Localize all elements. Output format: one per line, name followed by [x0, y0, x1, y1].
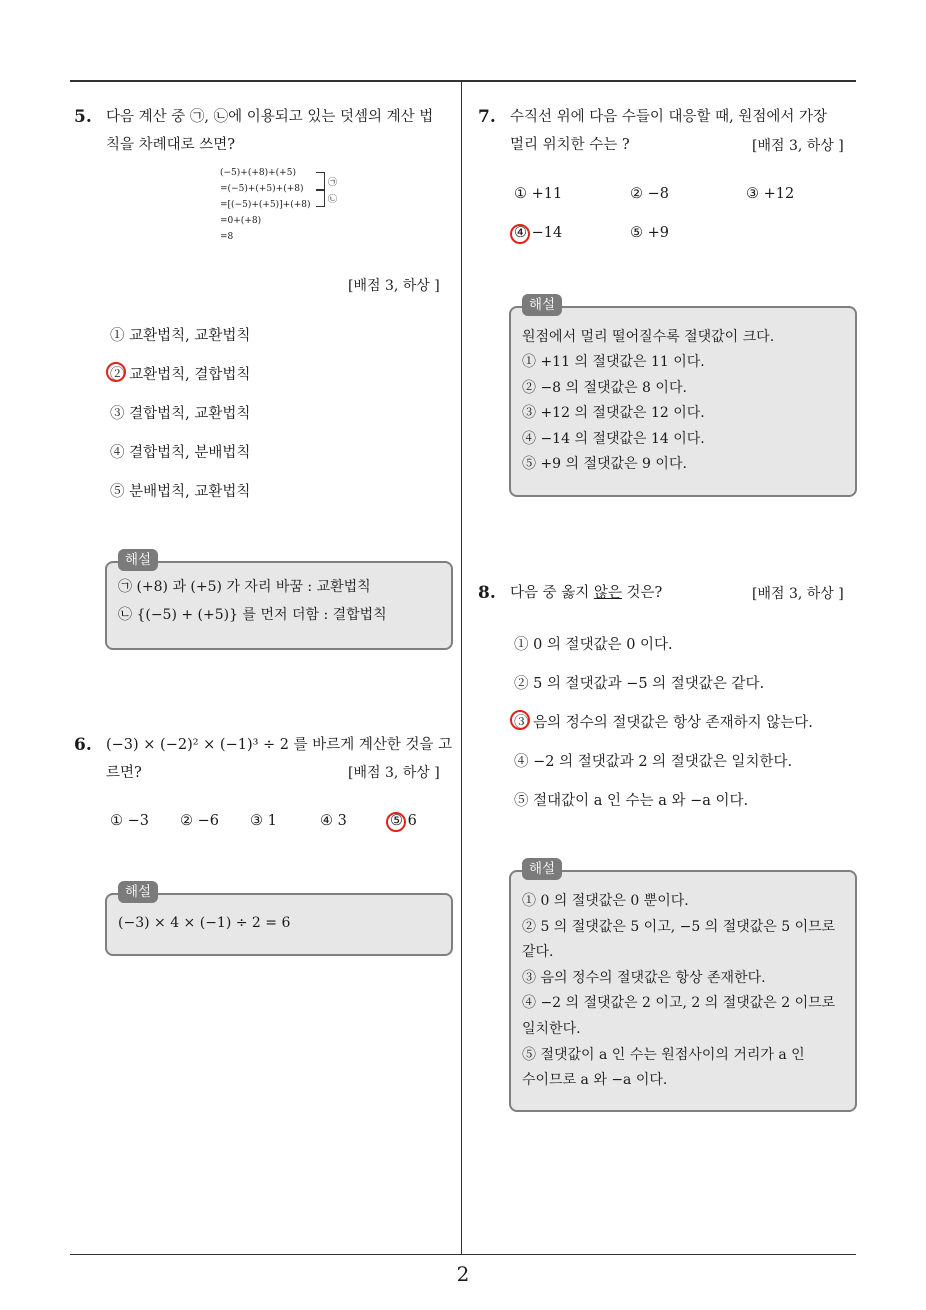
- explanation-line: ⑤ +9 의 절댓값은 9 이다.: [522, 456, 687, 472]
- question-text-line2: 르면?: [106, 765, 142, 781]
- option-1[interactable]: ① 교환법칙, 교환법칙: [110, 328, 251, 344]
- top-rule: [70, 80, 856, 82]
- answer-mark-circle: [106, 362, 126, 382]
- calc-line: (−5)+(+8)+(+5): [220, 168, 296, 178]
- mark-a: ㉠: [328, 178, 338, 188]
- brace-b: [316, 189, 325, 207]
- calc-line: =0+(+8): [220, 216, 262, 226]
- explanation-tag: 해설: [118, 549, 158, 571]
- column-divider: [461, 81, 462, 1255]
- calc-line: =[(−5)+(+5)]+(+8): [220, 200, 311, 210]
- explanation-line: 같다.: [522, 944, 554, 960]
- calc-line: =8: [220, 232, 234, 242]
- score-label: [배점 3, 하상 ]: [752, 586, 844, 602]
- explanation-line: ④ −14 의 절댓값은 14 이다.: [522, 431, 705, 447]
- score-label: [배점 3, 하상 ]: [348, 765, 440, 781]
- option-3[interactable]: ③ +12: [746, 186, 795, 202]
- option-4[interactable]: ④ −14: [514, 225, 563, 241]
- bottom-rule: [70, 1254, 856, 1255]
- calc-line: =(−5)+(+5)+(+8): [220, 184, 304, 194]
- answer-mark-circle: [510, 224, 530, 244]
- answer-mark-circle: [386, 812, 406, 832]
- option-2[interactable]: ② 5 의 절댓값과 −5 의 절댓값은 같다.: [514, 676, 765, 692]
- explanation-line: ① 0 의 절댓값은 0 뿐이다.: [522, 893, 689, 909]
- answer-mark-circle: [510, 710, 530, 730]
- question-text: [510, 579, 662, 607]
- option-3[interactable]: ③ 1: [250, 813, 277, 829]
- option-5[interactable]: ⑤ 6: [390, 813, 417, 829]
- explanation-line: (−3) × 4 × (−1) ÷ 2 = 6: [118, 915, 291, 931]
- explanation-box: [105, 561, 453, 650]
- explanation-box: [509, 870, 857, 1112]
- option-5[interactable]: ⑤ 분배법칙, 교환법칙: [110, 484, 251, 500]
- question-text-post: 것은?: [621, 585, 663, 601]
- question-number: 5.: [74, 107, 92, 127]
- option-5[interactable]: ⑤ 절대값이 a 인 수는 a 와 −a 이다.: [514, 793, 749, 809]
- option-1[interactable]: ① +11: [514, 186, 563, 202]
- question-number: 7.: [478, 107, 496, 127]
- explanation-tag: 해설: [522, 294, 562, 316]
- option-4[interactable]: ④ −2 의 절댓값과 2 의 절댓값은 일치한다.: [514, 754, 793, 770]
- explanation-line: ⑤ 절댓값이 a 인 수는 원점사이의 거리가 a 인: [522, 1047, 805, 1063]
- option-3[interactable]: ③ 음의 정수의 절댓값은 항상 존재하지 않는다.: [514, 715, 813, 731]
- question-text-line1: 수직선 위에 다음 수들이 대응할 때, 원점에서 가장: [510, 109, 828, 125]
- option-2[interactable]: ② 교환법칙, 결합법칙: [110, 367, 251, 383]
- score-label: [배점 3, 하상 ]: [752, 138, 844, 154]
- score-label: [배점 3, 하상 ]: [348, 278, 440, 294]
- question-text-pre: 다음 중 옳지: [510, 585, 594, 601]
- page-number: 2: [456, 1262, 470, 1286]
- explanation-line: 원점에서 멀리 떨어질수록 절댓값이 크다.: [522, 329, 775, 345]
- explanation-line: ③ 음의 정수의 절댓값은 항상 존재한다.: [522, 970, 766, 986]
- option-4[interactable]: ④ 결합법칙, 분배법칙: [110, 445, 251, 461]
- option-5[interactable]: ⑤ +9: [630, 225, 669, 241]
- explanation-line: ① +11 의 절댓값은 11 이다.: [522, 354, 705, 370]
- option-2[interactable]: ② −6: [180, 813, 219, 829]
- explanation-line: 일치한다.: [522, 1021, 581, 1037]
- question-number: 6.: [74, 735, 92, 755]
- explanation-line: ② −8 의 절댓값은 8 이다.: [522, 380, 687, 396]
- explanation-tag: 해설: [118, 881, 158, 903]
- question-text-line1: (−3) × (−2)² × (−1)³ ÷ 2 를 바르게 계산한 것을 고: [106, 737, 453, 753]
- option-1[interactable]: ① 0 의 절댓값은 0 이다.: [514, 637, 673, 653]
- mark-b: ㉡: [328, 195, 338, 205]
- explanation-box: [105, 893, 453, 956]
- explanation-line: ④ −2 의 절댓값은 2 이고, 2 의 절댓값은 2 이므로: [522, 995, 836, 1011]
- explanation-line: 수이므로 a 와 −a 이다.: [522, 1072, 668, 1088]
- explanation-line: ② 5 의 절댓값은 5 이고, −5 의 절댓값은 5 이므로: [522, 919, 836, 935]
- question-text-line2: 칙을 차례대로 쓰면?: [106, 137, 236, 153]
- question-text-line2: 멀리 위치한 수는 ?: [510, 137, 630, 153]
- question-text-emphasis: 않은: [593, 585, 622, 601]
- explanation-line: ㉡ {(−5) + (+5)} 를 먼저 더함 : 결합법칙: [118, 607, 387, 623]
- option-1[interactable]: ① −3: [110, 813, 149, 829]
- option-4[interactable]: ④ 3: [320, 813, 347, 829]
- question-text-line1: 다음 계산 중 ㉠, ㉡에 이용되고 있는 덧셈의 계산 법: [106, 109, 434, 125]
- explanation-tag: 해설: [522, 858, 562, 880]
- option-3[interactable]: ③ 결합법칙, 교환법칙: [110, 406, 251, 422]
- explanation-box: [509, 306, 857, 497]
- explanation-line: ㉠ (+8) 과 (+5) 가 자리 바꿈 : 교환법칙: [118, 579, 371, 595]
- question-number: 8.: [478, 583, 496, 603]
- explanation-line: ③ +12 의 절댓값은 12 이다.: [522, 405, 705, 421]
- option-2[interactable]: ② −8: [630, 186, 669, 202]
